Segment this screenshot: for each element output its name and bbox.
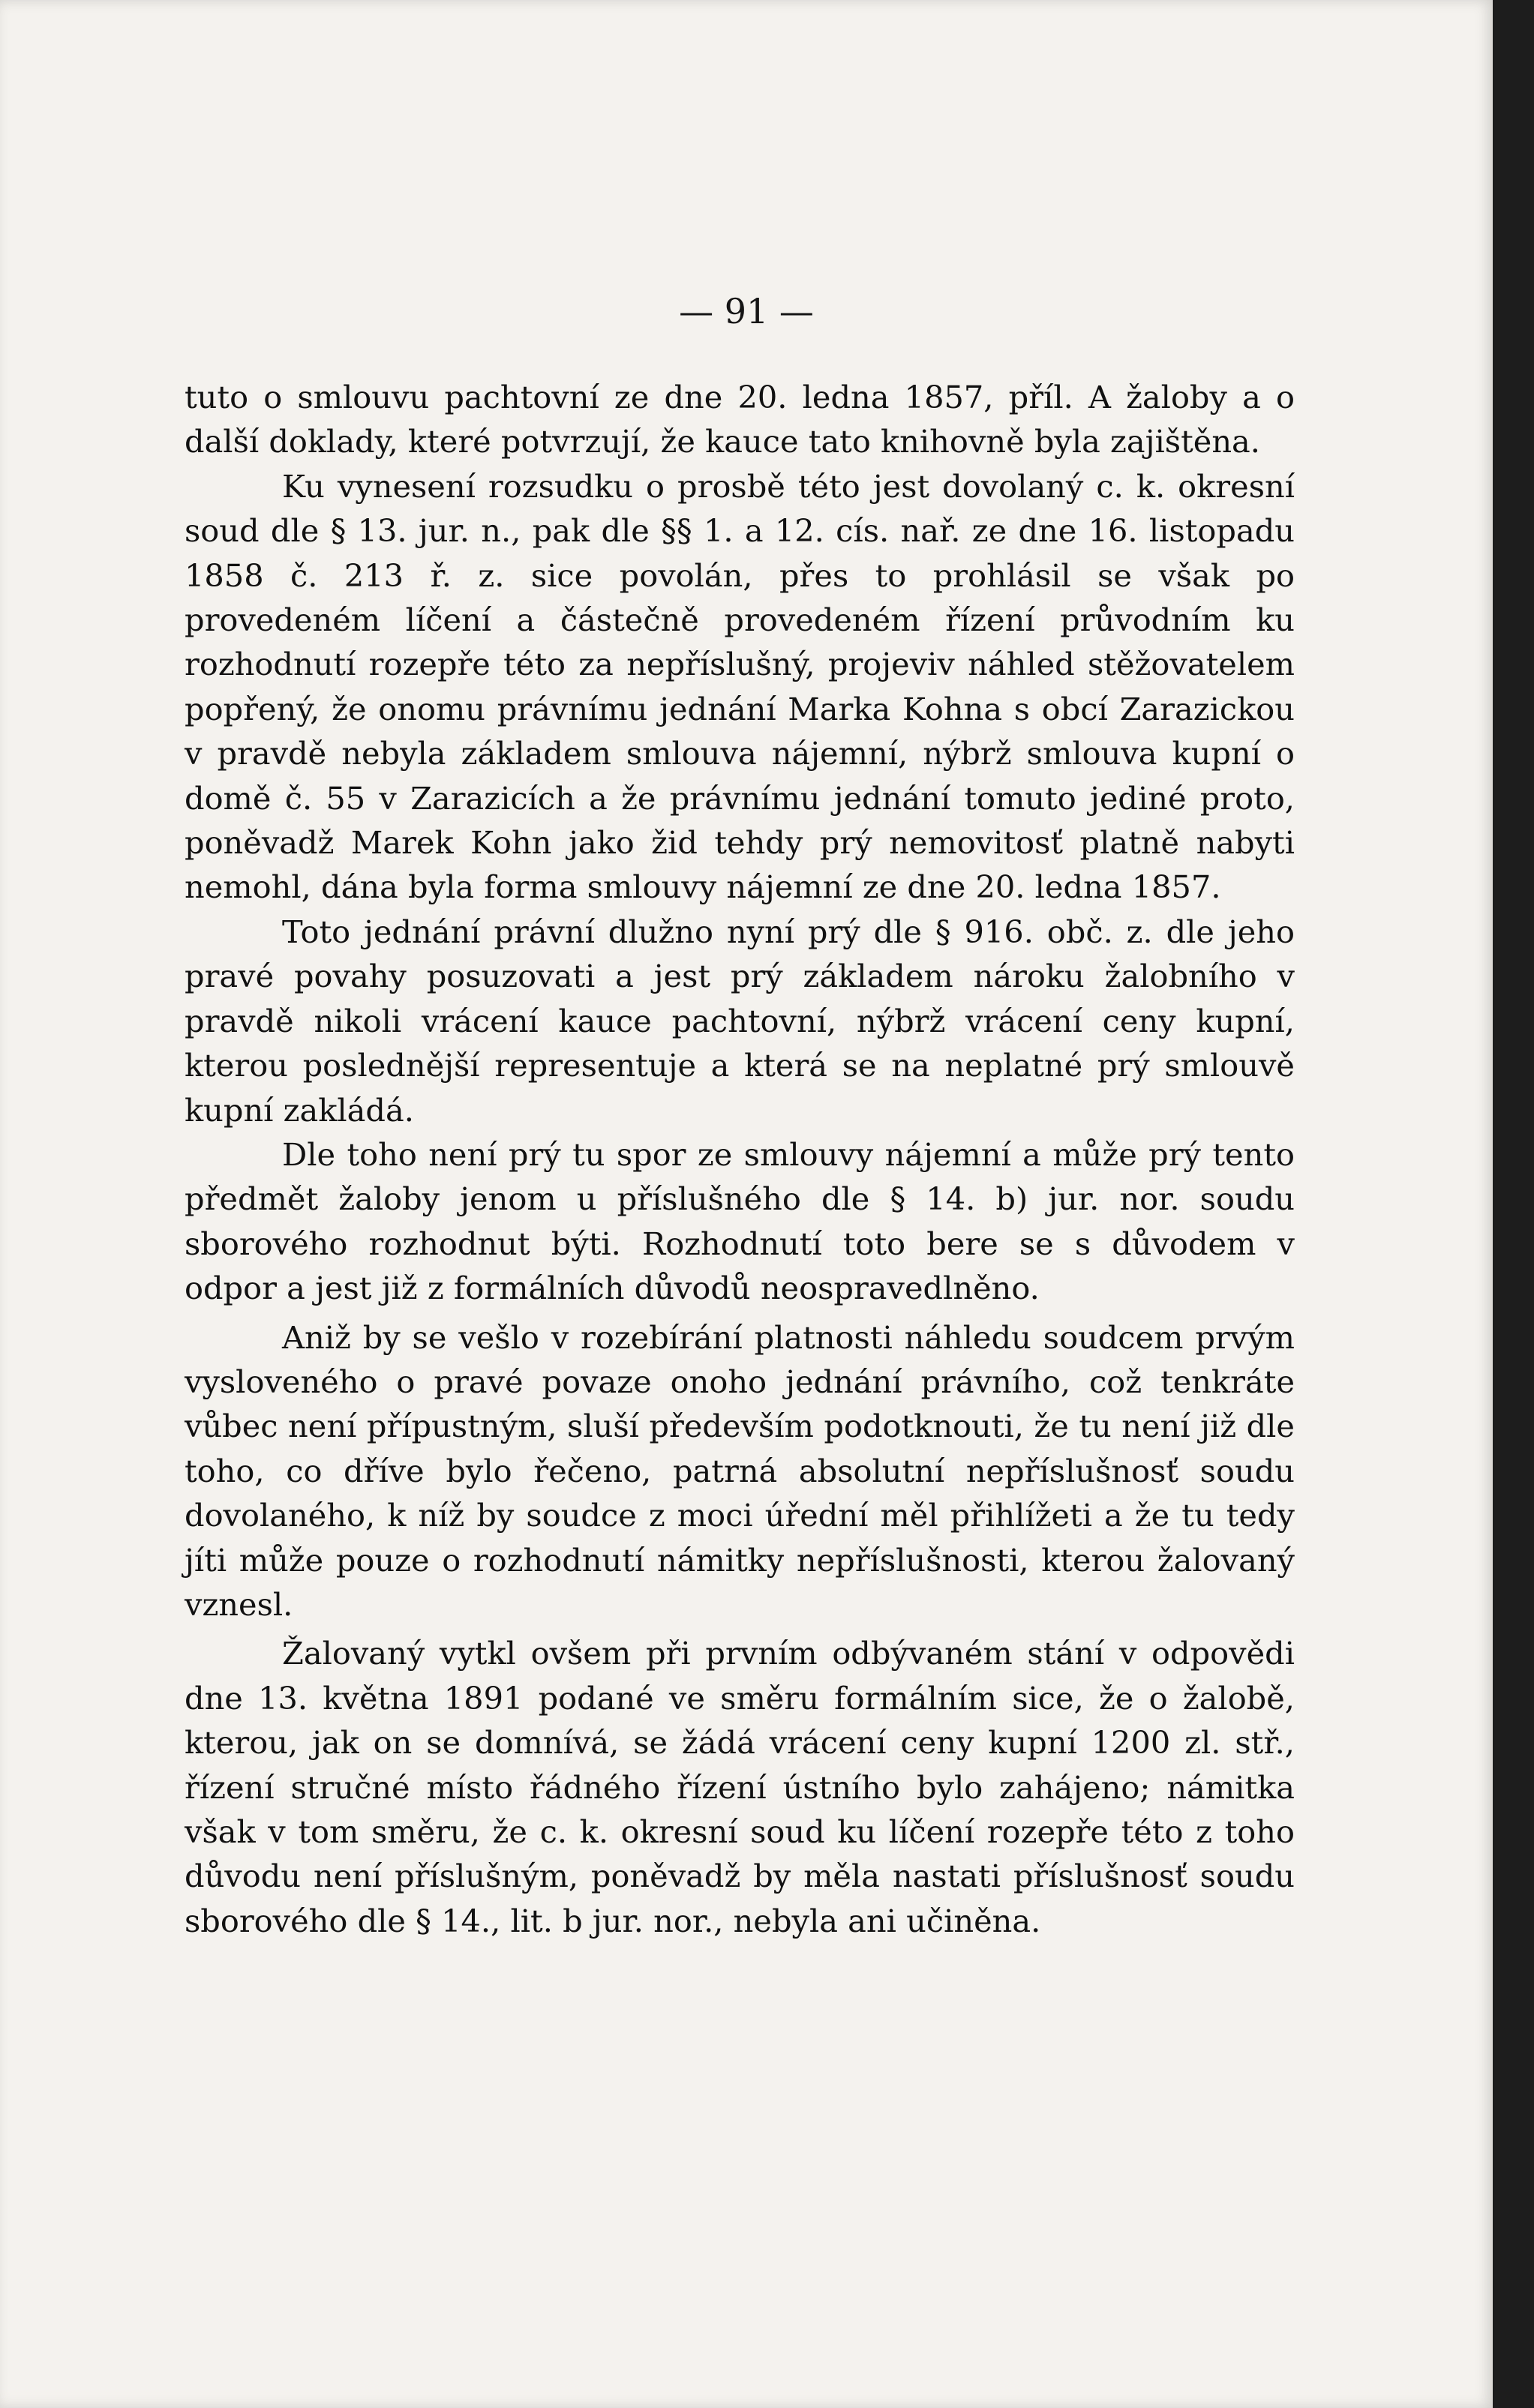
page-number: — 91 — bbox=[679, 291, 814, 331]
paragraph: Ku vynesení rozsudku o prosbě této jest dovolaný c. k. okresní soud dle § 13. jur. n., pak dle §§ 1. a 12. cís. nař. ze dne 16. listopadu 1858 č. 213 ř. z. sice povolán, přes to prohlásil se však po provedeném líčení a částečně provedeném řízení průvodním ku rozhodnutí rozepře této za nepříslušný, projeviv náhled stěžovatelem popřený, že onomu právnímu jednání Marka Kohna s obcí Zarazickou v pravdě nebyla základem smlouva nájemní, nýbrž smlouva kupní o domě č. 55 v Zarazicích a že právnímu jednání tomuto jediné proto, poněvadž Marek Kohn jako žid tehdy prý nemovitosť platně nabyti nemohl, dána byla forma smlouvy nájemní ze dne 20. ledna 1857. bbox=[185, 467, 1295, 906]
body-text bbox=[185, 375, 1295, 1943]
paragraph: tuto o smlouvu pachtovní ze dne 20. ledna 1857, příl. A žaloby a o další doklady, které potvrzují, že kauce tato knihovně byla zajištěna. bbox=[185, 379, 1295, 460]
scan-edge bbox=[1493, 0, 1534, 2408]
paragraph: Aniž by se vešlo v rozebírání platnosti náhledu soudcem prvým vysloveného o pravé povaze onoho jednání právního, což tenkráte vůbec není přípustným, sluší především podotknouti, že tu není již dle toho, co dříve bylo řečeno, patrná absolutní nepříslušnosť soudu dovolaného, k níž by soudce z moci úřední měl přihlížeti a že tu tedy jíti může pouze o rozhodnutí námitky nepříslušnosti, kterou žalovaný vznesl. bbox=[185, 1318, 1295, 1623]
paragraph: Toto jednání právní dlužno nyní prý dle § 916. obč. z. dle jeho pravé povahy posuzovati a jest prý základem nároku žalobního v pravdě nikoli vrácení kauce pachtovní, nýbrž vrácení ceny kupní, kterou poslednější representuje a která se na neplatné prý smlouvě kupní zakládá. bbox=[185, 913, 1295, 1129]
paragraph: Žalovaný vytkl ovšem při prvním odbývaném stání v odpovědi dne 13. května 1891 podané ve směru formálním sice, že o žalobě, kterou, jak on se domnívá, se žádá vrácení ceny kupní 1200 zl. stř., řízení stručné místo řádného řízení ústního bylo zahájeno; námitka však v tom směru, že c. k. okresní soud ku líčení rozepře této z toho důvodu není příslušným, poněvadž by měla nastati příslušnosť soudu sborového dle § 14., lit. b jur. nor., nebyla ani učiněna. bbox=[185, 1635, 1295, 1939]
paragraph: Dle toho není prý tu spor ze smlouvy nájemní a může prý tento předmět žaloby jenom u příslušného dle § 14. b) jur. nor. soudu sborového rozhodnut býti. Rozhodnutí toto bere se s důvodem v odpor a jest již z formálních důvodů neospravedlněno. bbox=[185, 1135, 1295, 1307]
